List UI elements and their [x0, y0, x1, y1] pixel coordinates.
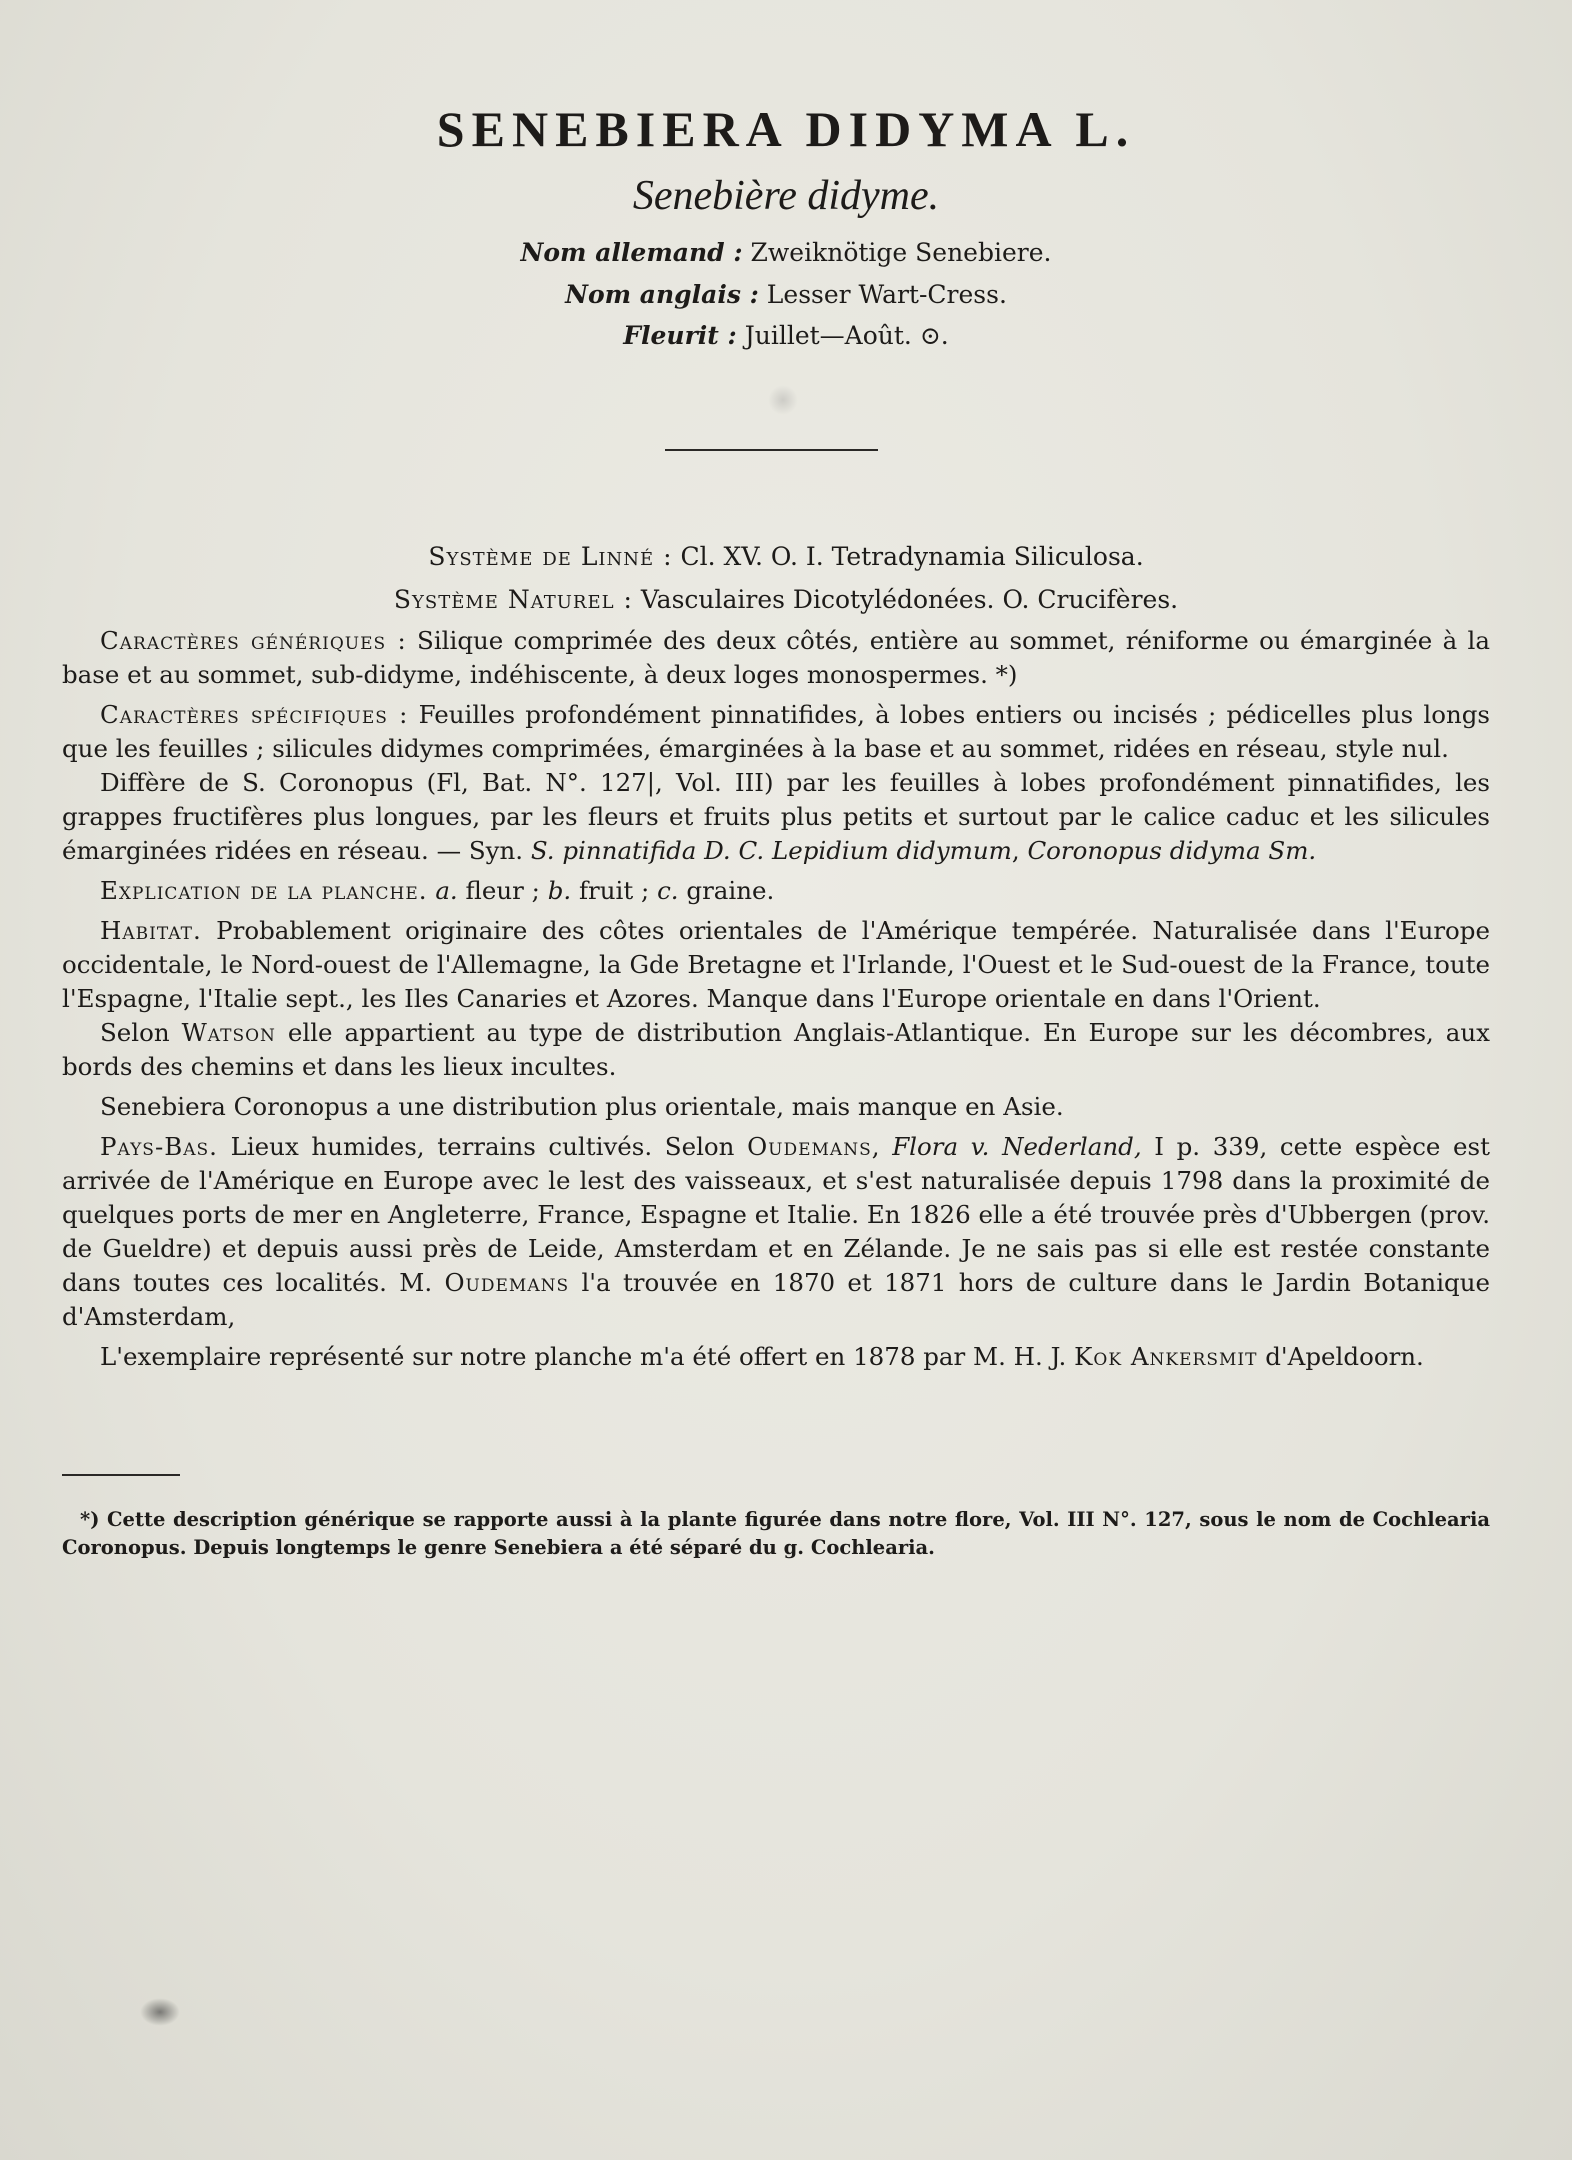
pays-bas-text-1: Lieux humides, terrains cultivés. Selon — [230, 1132, 735, 1161]
nom-allemand-line — [0, 238, 1572, 267]
explication-b: b. — [547, 876, 572, 905]
pays-bas-oudemans-2: Oudemans — [444, 1268, 570, 1297]
exemplaire-paragraph — [62, 1340, 1490, 1374]
explication-a-text: fleur ; — [465, 876, 540, 905]
nom-anglais-value: Lesser Wart-Cress. — [766, 280, 1007, 309]
habitat-paragraph — [62, 914, 1490, 1016]
specifiques-label: Caractères spécifiques : — [100, 700, 409, 729]
explication-c-text: graine. — [686, 876, 775, 905]
systeme-naturel-label: Système Naturel : — [393, 585, 633, 614]
footnote-text: *) Cette description générique se rapporte aussi à la plante figurée dans notre flore, Vol. III N°. 127, sous le nom de Cochlearia Coronopus. Depuis longtemps le genre Senebiera a été séparé du g. Cochlearia. — [62, 1508, 1490, 1559]
coronopus-paragraph — [62, 1090, 1490, 1124]
description-body — [62, 624, 1490, 1380]
explication-a: a. — [435, 876, 458, 905]
footnote — [62, 1506, 1490, 1562]
systeme-linne-line — [0, 542, 1572, 571]
exemplaire-text: L'exemplaire représenté sur notre planche m'a été offert en 1878 par M. H. J. — [100, 1342, 1067, 1371]
habitat-label: Habitat. — [100, 916, 202, 945]
pays-bas-flora: Flora v. Nederland, — [892, 1132, 1142, 1161]
systeme-linne-label: Système de Linné : — [428, 542, 673, 571]
footnote-divider — [62, 1474, 180, 1476]
explication-b-text: fruit ; — [578, 876, 650, 905]
exemplaire-end: d'Apeldoorn. — [1265, 1342, 1424, 1371]
watson-text: elle appartient au type de distribution Anglais-Atlantique. En Europe sur les décombres, aux bords des chemins et dans les lieux incultes. — [62, 1018, 1490, 1081]
nom-anglais-label: Nom anglais : — [565, 280, 759, 309]
differe-syn-2: Coronopus didyma Sm. — [1027, 836, 1317, 865]
systeme-naturel-value: Vasculaires Dicotylédonées. O. Crucifères. — [640, 585, 1179, 614]
header-divider — [665, 449, 878, 451]
differe-paragraph: Diffère de S. Coronopus (Fl, Bat. N°. 127|, Vol. III) par les feuilles à lobes profondément pinnatifides, les grappes fructifères plus longues, par les fleurs et fruits plus petits et surtout par le calice caduc et les silicules émarginées ridées en réseau. — Syn. S. pinnatifida D. C. Lepidium didymum, Coronopus didyma Sm. — [62, 768, 1490, 865]
exemplaire-name: Kok Ankersmit — [1074, 1342, 1258, 1371]
pays-bas-oudemans: Oudemans — [747, 1132, 872, 1161]
watson-paragraph — [62, 1016, 1490, 1084]
differe-syn-1: S. pinnatifida D. C. Lepidium didymum — [530, 836, 1012, 865]
pays-bas-label: Pays-Bas. — [100, 1132, 218, 1161]
nom-allemand-label: Nom allemand : — [520, 238, 743, 267]
explication-label: Explication de la planche. — [100, 876, 428, 905]
fleurit-label: Fleurit : — [623, 321, 737, 350]
differe-text: Diffère de S. Coronopus (Fl, Bat. N°. 127|, Vol. III) par les feuilles à lobes profondément pinnatifides, les grappes fructifères plus longues, par les fleurs et fruits plus petits et surtout par le calice caduc et les silicules émarginées ridées en réseau. — Syn. — [62, 768, 1490, 865]
species-title: SENEBIERA DIDYMA L. — [436, 101, 1136, 157]
species-subtitle: Senebière didyme. — [632, 173, 940, 219]
fleurit-line — [0, 321, 1572, 350]
specifiques-text: Feuilles profondément pinnatifides, à lobes entiers ou incisés ; pédicelles plus longs que les feuilles ; silicules didymes comprimées, émarginées à la base et au sommet, ridées en réseau, style nul. — [62, 700, 1490, 763]
generiques-text: Silique comprimée des deux côtés, entière au sommet, réniforme ou émarginée à la base et au sommet, sub-didyme, indéhiscente, à deux loges monospermes. *) — [62, 626, 1490, 689]
habitat-text: Probablement originaire des côtes orientales de l'Amérique tempérée. Naturalisée dans l'Europe occidentale, le Nord-ouest de l'Allemagne, la Gde Bretagne et l'Irlande, l'Ouest et le Sud-ouest de la France, toute l'Espagne, l'Italie sept., les Iles Canaries et Azores. Manque dans l'Europe orientale en dans l'Orient. — [62, 916, 1490, 1013]
watson-pre: Selon — [100, 1018, 170, 1047]
systeme-linne-value: Cl. XV. O. I. Tetradynamia Siliculosa. — [680, 542, 1144, 571]
pays-bas-text-3: l'a trouvée en 1870 et 1871 hors de culture dans le Jardin Botanique d'Amsterdam, — [62, 1268, 1490, 1331]
coronopus-text: Senebiera Coronopus a une distribution plus orientale, mais manque en Asie. — [100, 1092, 1064, 1121]
explication-paragraph — [62, 874, 1490, 908]
nom-anglais-line — [0, 280, 1572, 309]
nom-allemand-value: Zweiknötige Senebiere. — [750, 238, 1052, 267]
caracteres-generiques-paragraph — [62, 624, 1490, 692]
explication-c: c. — [657, 876, 679, 905]
pays-bas-text-2: I p. 339, cette espèce est arrivée de l'Amérique en Europe avec le lest des vaisseaux, et s'est naturalisée depuis 1798 dans la proximité de quelques ports de mer en Angleterre, France, Espagne et Italie. En 1826 elle a été trouvée près d'Ubbergen (prov. de Gueldre) et depuis aussi près de Leide, Amsterdam et en Zélande. Je ne sais pas si elle est restée constante dans toutes ces localités. M. — [62, 1132, 1490, 1297]
systeme-naturel-line — [0, 585, 1572, 614]
ink-smudge — [140, 1998, 180, 2026]
watson-name: Watson — [181, 1018, 276, 1047]
paper-spot — [768, 385, 798, 415]
fleurit-value: Juillet—Août. ⊙. — [744, 321, 949, 350]
caracteres-specifiques-paragraph — [62, 698, 1490, 766]
pays-bas-paragraph: Pays-Bas. Lieux humides, terrains cultivés. Selon Oudemans, Flora v. Nederland, I p. 339, cette espèce est arrivée de l'Amérique en Europe avec le lest des vaisseaux, et s'est naturalisée depuis 1798 dans la proximité de quelques ports de mer en Angleterre, France, Espagne et Italie. En 1826 elle a été trouvée près d'Ubbergen (prov. de Gueldre) et depuis aussi près de Leide, Amsterdam et en Zélande. Je ne sais pas si elle est restée constante dans toutes ces localités. M. Oudemans l'a trouvée en 1870 et 1871 hors de culture dans le Jardin Botanique d'Amsterdam, — [62, 1132, 1490, 1331]
generiques-label: Caractères génériques : — [100, 626, 407, 655]
